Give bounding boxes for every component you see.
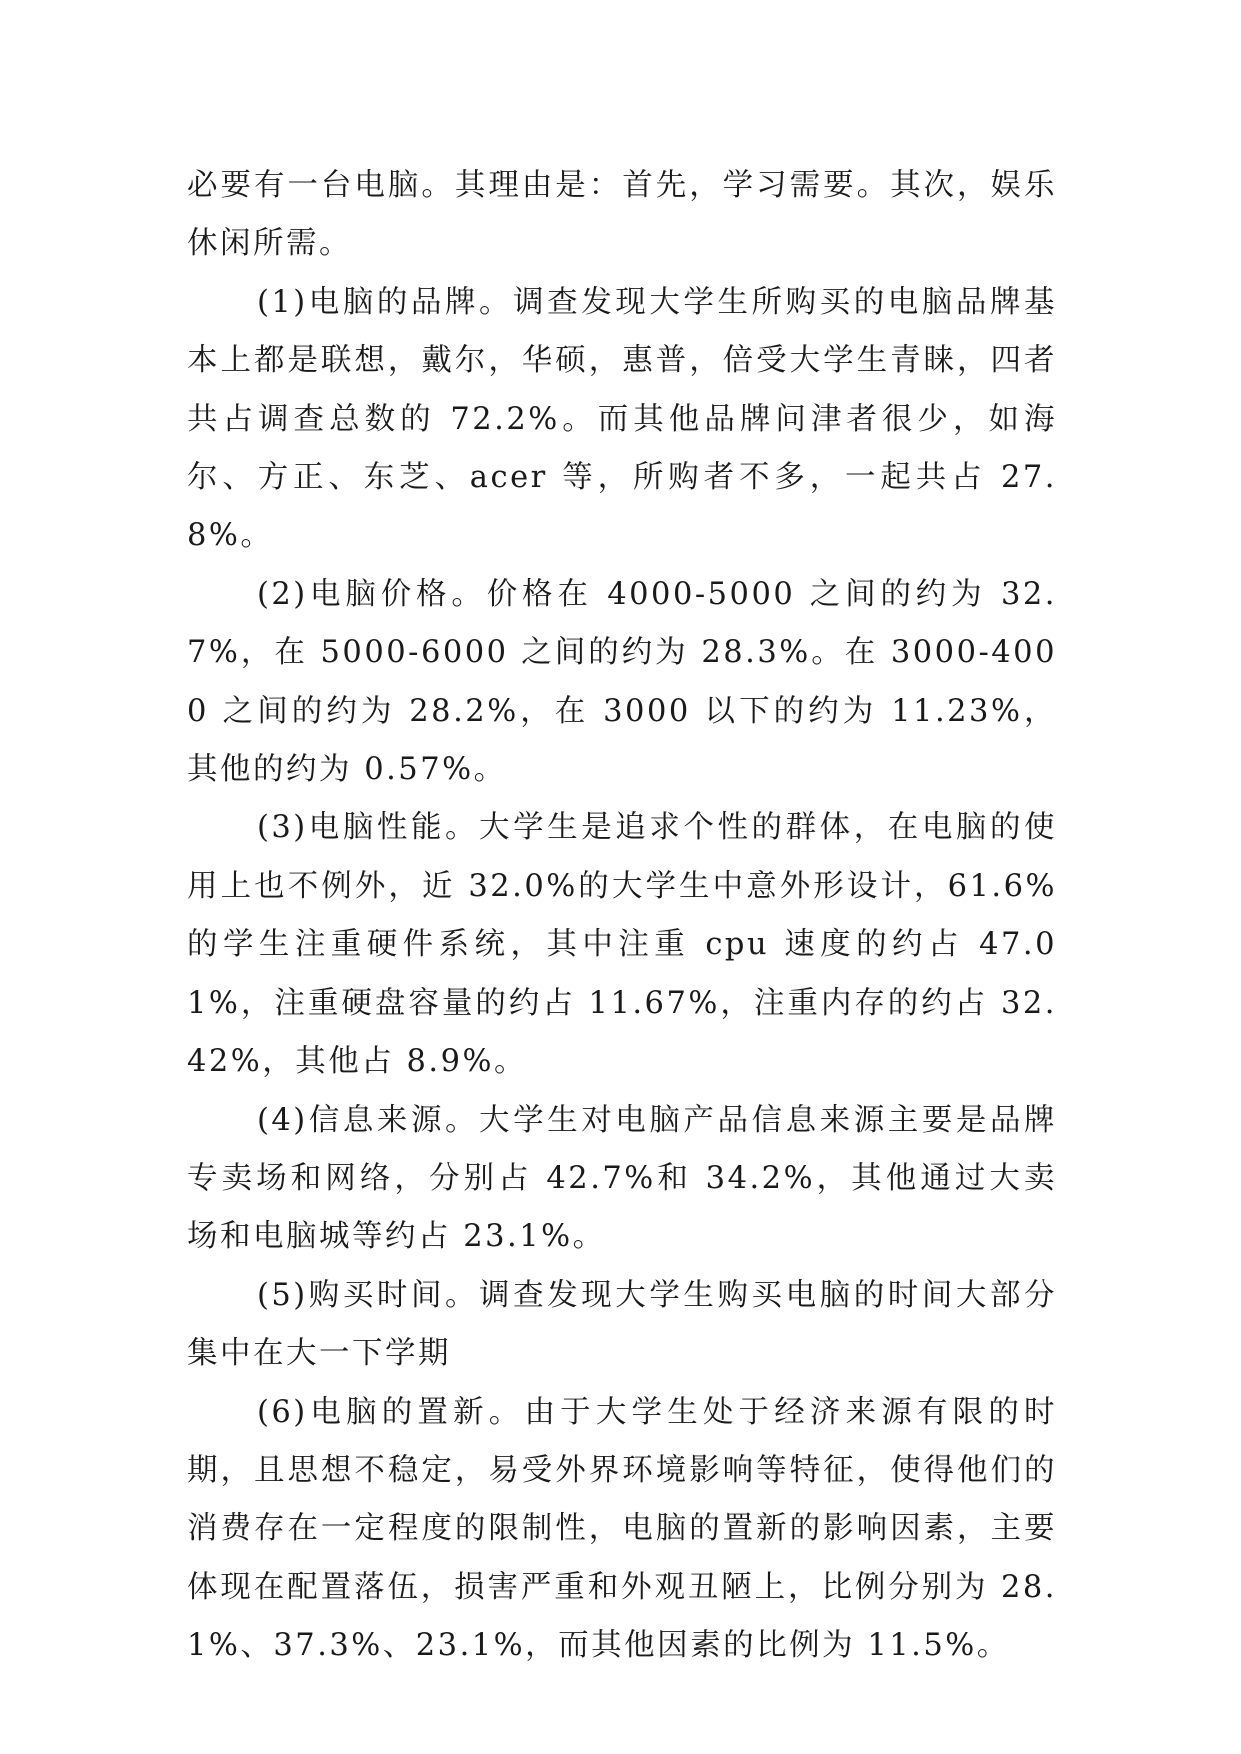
paragraph-info-source: (4)信息来源。大学生对电脑产品信息来源主要是品牌专卖场和网络，分别占 42.7%和 34.2%，其他通过大卖场和电脑城等约占 23.1%。 — [187, 1102, 1057, 1255]
paragraph-brand: (1)电脑的品牌。调查发现大学生所购买的电脑品牌基本上都是联想，戴尔，华硕，惠普，倍受大学生青睐，四者共占调查总数的 72.2%。而其他品牌问津者很少，如海尔、方正、东芝、acer 等，所购者不多，一起共占 27.8%。 — [187, 284, 1057, 554]
paragraph-purchase-time: (5)购买时间。调查发现大学生购买电脑的时间大部分集中在大一下学期 — [187, 1277, 1057, 1372]
document-body — [187, 157, 1057, 1676]
paragraph-price: (2)电脑价格。价格在 4000-5000 之间的约为 32.7%，在 5000-6000 之间的约为 28.3%。在 3000-4000 之间的约为 28.2%，在 3000 以下的约为 11.23%，其他的约为 0.57%。 — [187, 576, 1057, 788]
paragraph-performance: (3)电脑性能。大学生是追求个性的群体，在电脑的使用上也不例外，近 32.0%的大学生中意外形设计，61.6%的学生注重硬件系统，其中注重 cpu 速度的约占 47.01%，注重硬盘容量的约占 11.67%，注重内存的约占 32.42%，其他占 8.9%。 — [187, 810, 1057, 1080]
paragraph-continuation: 必要有一台电脑。其理由是：首先，学习需要。其次，娱乐休闲所需。 — [187, 168, 1057, 262]
paragraph-replacement: (6)电脑的置新。由于大学生处于经济来源有限的时期，且思想不稳定，易受外界环境影响等特征，使得他们的消费存在一定程度的限制性，电脑的置新的影响因素，主要体现在配置落伍，损害严重和外观丑陋上，比例分别为 28.1%、37.3%、23.1%，而其他因素的比例为 11.5%。 — [187, 1394, 1057, 1664]
